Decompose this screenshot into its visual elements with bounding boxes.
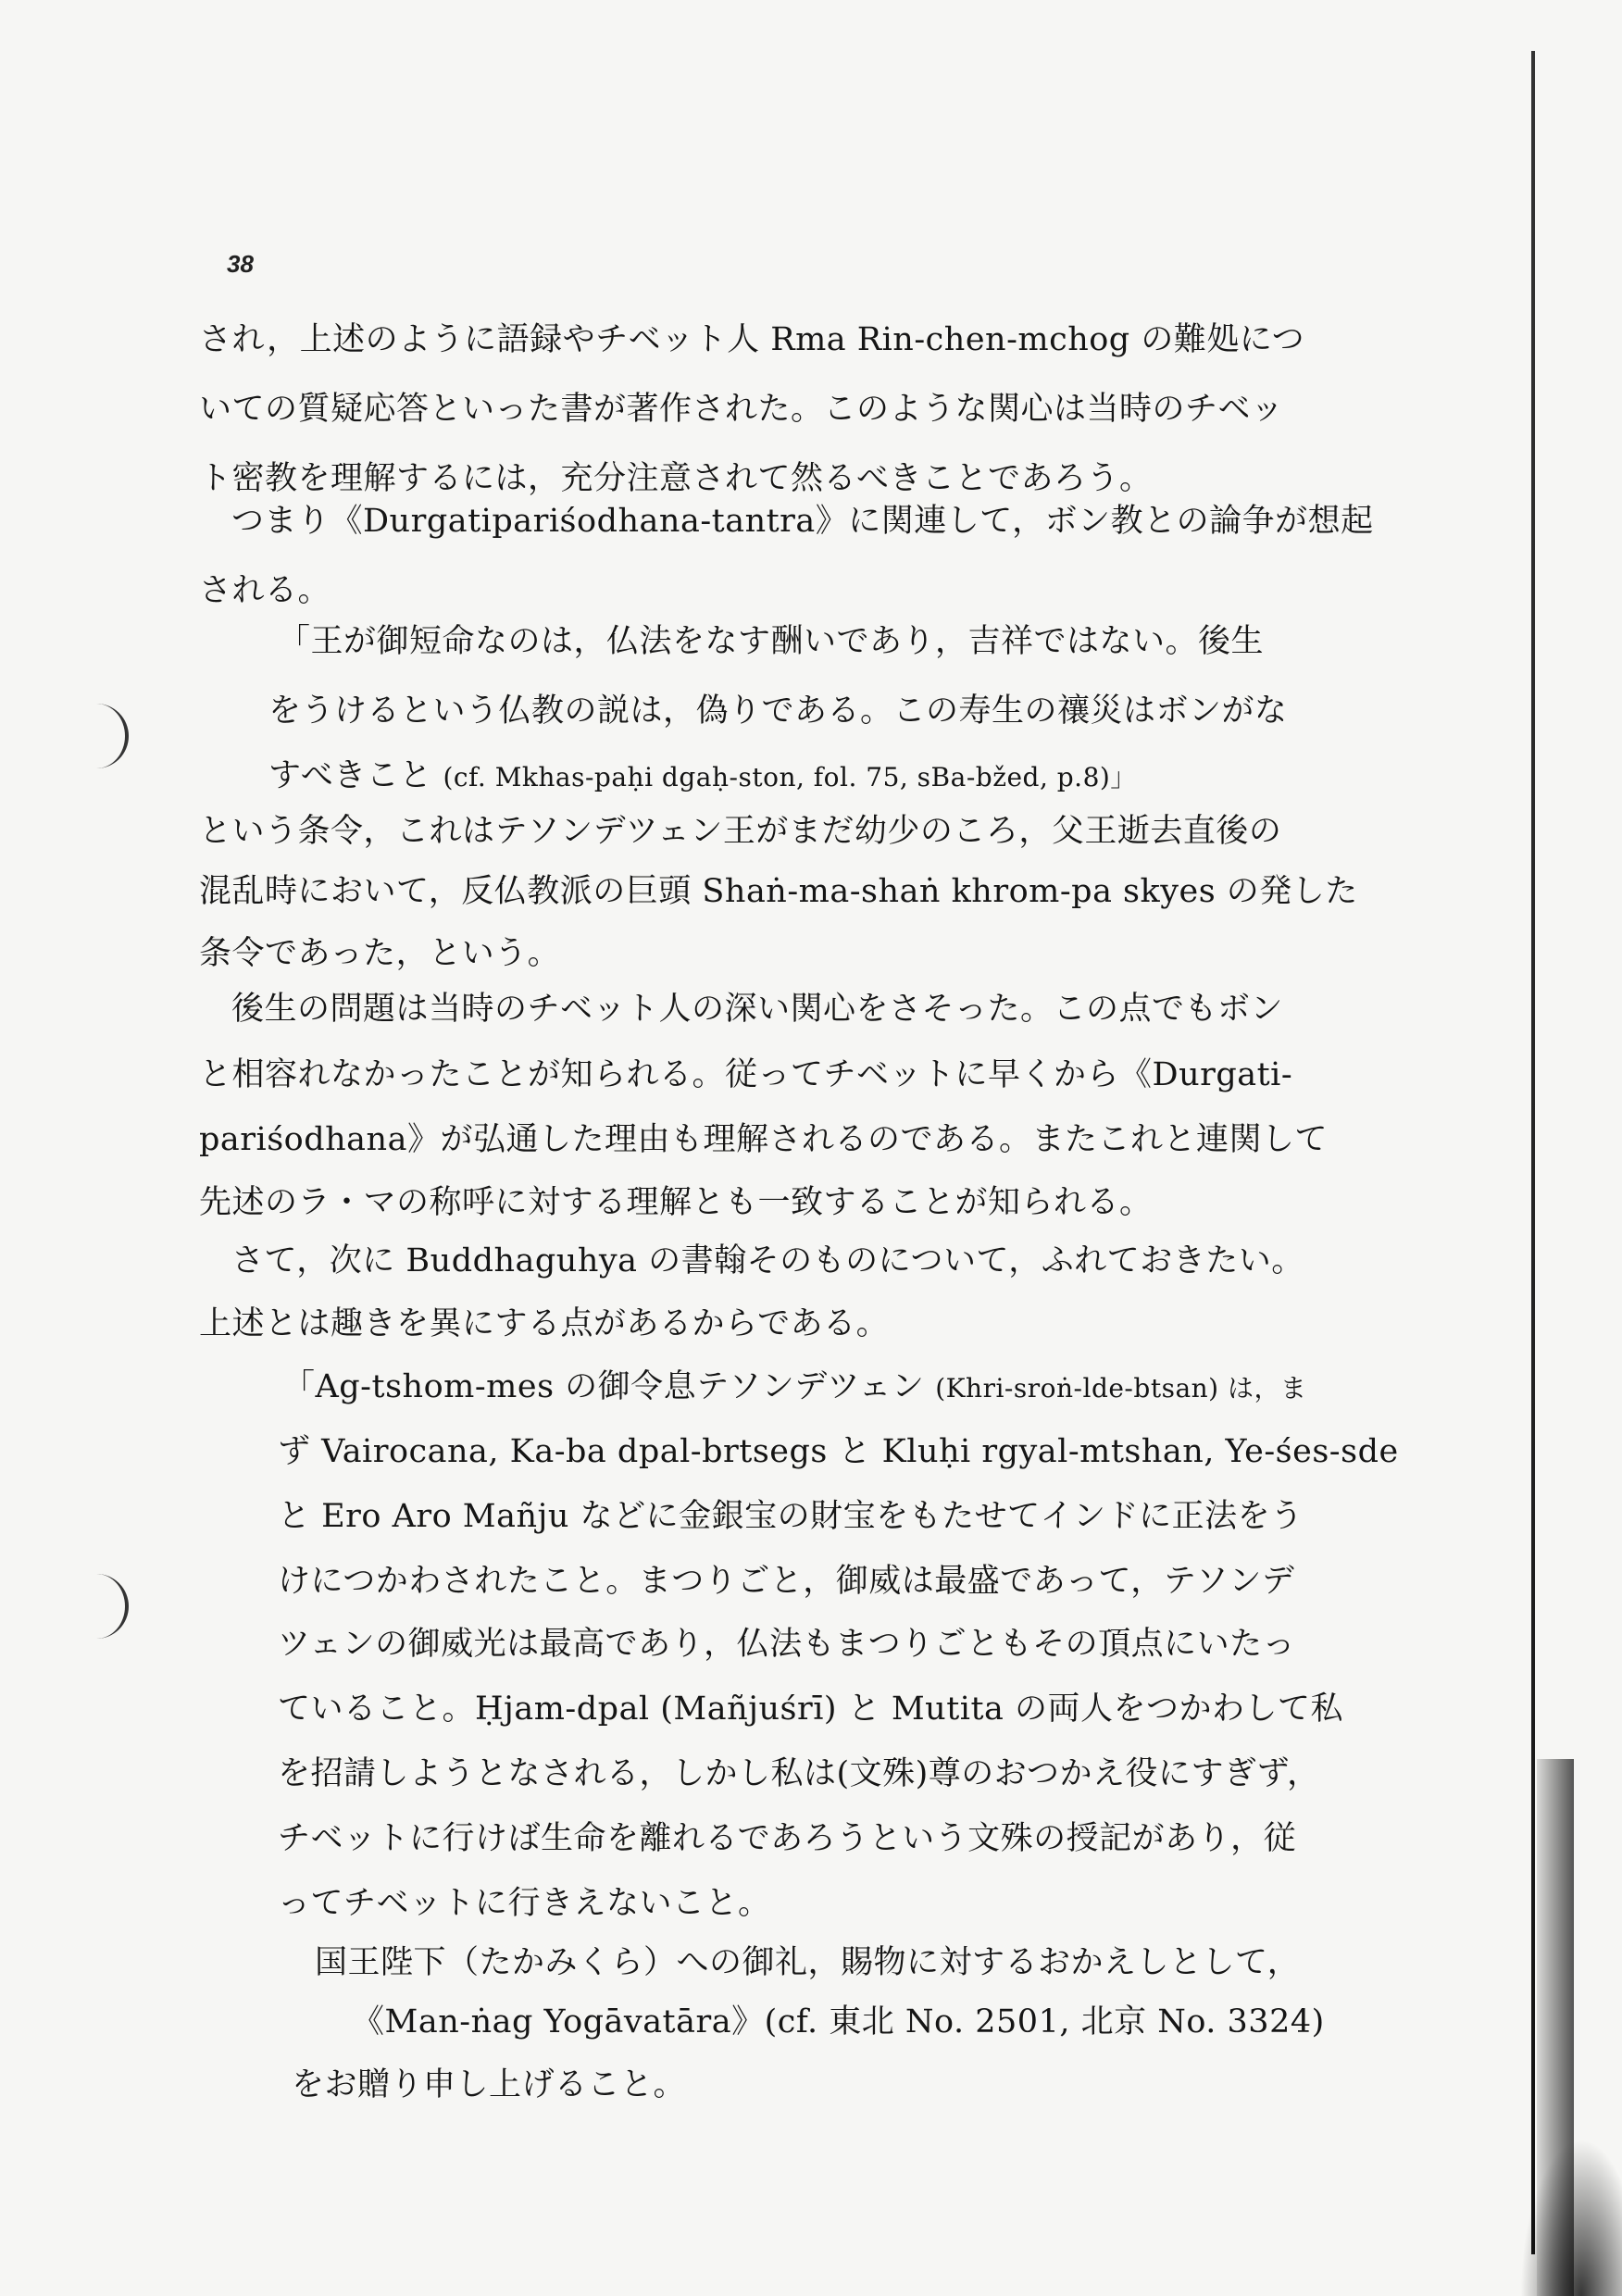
letter-line-8: チベットに行けば生命を離れるであろうという文殊の授記があり，従 — [278, 1820, 1297, 1857]
page-number: 38 — [227, 250, 254, 278]
text-line-9: 後生の問題は当時のチベット人の深い関心をさそった。この点でもボン — [231, 991, 1284, 1028]
quote-line-3-text: すべきこと — [268, 757, 432, 794]
letter-line-1 — [282, 1368, 1307, 1407]
text-line-2: いての質疑応答といった書が著作された。このような関心は当時のチベッ — [199, 391, 1284, 428]
text-line-12: 先述のラ・マの称呼に対する理解とも一致することが知られる。 — [199, 1184, 1153, 1221]
text-line-13: さて，次に Buddhaguhya の書翰そのものについて，ふれておきたい。 — [231, 1242, 1304, 1279]
text-line-14: 上述とは趣きを異にする点があるからである。 — [199, 1305, 890, 1342]
letter-line-4: けにつかわされたこと。まつりごと，御威は最盛であって，テソンデ — [278, 1563, 1295, 1600]
text-line-5: される。 — [199, 572, 331, 609]
letter-line-2: ず Vairocana, Ka-ba dpal-brtsegs と Kluḥi rgyal-mtshan, Ye-śes-sde — [278, 1433, 1399, 1470]
letter-line-9: ってチベットに行きえないこと。 — [278, 1885, 771, 1922]
letter-line-5: ツェンの御威光は最高であり，仏法もまつりごともその頂点にいたっ — [278, 1626, 1296, 1663]
text-line-11: pariśodhana》が弘通した理由も理解されるのである。またこれと連関して — [199, 1121, 1328, 1158]
khri-srong-name: (Khri-sroṅ-lde-btsan) は，ま — [935, 1373, 1307, 1404]
quote-line-2: をうけるという仏教の説は，偽りである。この寿生の禳災はボンがな — [268, 693, 1288, 730]
binding-spine — [1520, 0, 1622, 2296]
letter-line-3: と Ero Aro Mañju などに金銀宝の財宝をもたせてインドに正法をう — [278, 1498, 1304, 1535]
text-line-6: という条令，これはテソンデツェン王がまだ幼少のころ，父王逝去直後の — [199, 813, 1282, 850]
text-line-3: ト密教を理解するには，充分注意されて然るべきことであろう。 — [199, 460, 1153, 497]
letter-line-11: 《Man-ṅag Yogāvatāra》(cf. 東北 No. 2501, 北京 No. 3324) — [352, 2003, 1325, 2040]
punch-hole-top — [88, 704, 129, 768]
text-line-10: と相容れなかったことが知られる。従ってチベットに早くから《Durgati- — [199, 1056, 1293, 1093]
letter-line-12: をお贈り申し上げること。 — [292, 2066, 687, 2103]
letter-line-7: を招請しようとなされる，しかし私は(文殊)尊のおつかえ役にすぎず， — [278, 1755, 1320, 1792]
text-line-1: され，上述のように語録やチベット人 Rma Rin-chen-mchog の難処につ — [199, 321, 1305, 358]
text-line-8: 条令であった，という。 — [199, 935, 561, 972]
text-line-7: 混乱時において，反仏教派の巨頭 Shaṅ-ma-shaṅ khrom-pa skyes の発した — [199, 873, 1358, 910]
quote-line-3 — [268, 757, 1137, 796]
punch-hole-bottom — [88, 1574, 129, 1639]
spine-base-shadow — [1520, 2139, 1622, 2296]
letter-line-6: ていること。Ḥjam-dpal (Mañjuśrī) と Mutita の両人をつかわして私 — [278, 1691, 1344, 1728]
quote-line-1: 「王が御短命なのは，仏法をなす酬いであり，吉祥ではない。後生 — [278, 623, 1265, 660]
spine-edge-line — [1531, 51, 1535, 2254]
citation-mkhas-pa: (cf. Mkhas-paḥi dgaḥ-ston, fol. 75, sBa-bžed, p.8)」 — [443, 762, 1137, 792]
text-line-4: つまり《Durgatipariśodhana-tantra》に関連して，ボン教との論争が想起 — [231, 503, 1374, 540]
letter-line-1-text: 「Ag-tshom-mes の御令息テソンデツェン — [282, 1368, 925, 1405]
letter-line-10: 国王陛下（たかみくら）への御礼，賜物に対するおかえしとして， — [315, 1944, 1301, 1981]
